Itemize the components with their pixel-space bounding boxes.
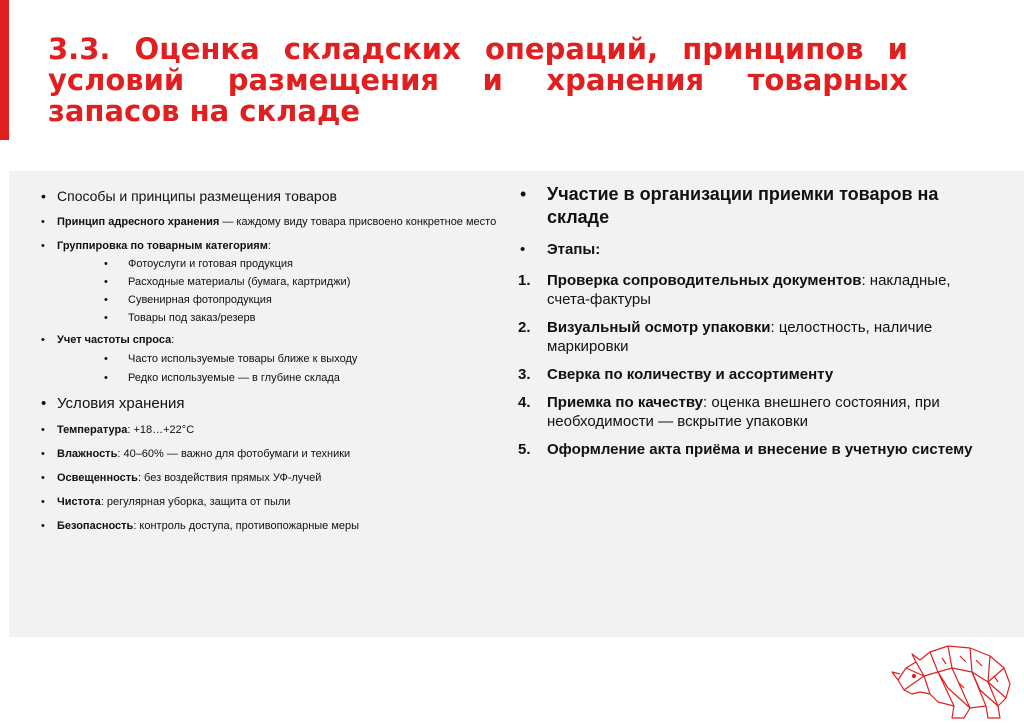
- stages-label: • Этапы:: [520, 241, 601, 258]
- bullet-icon: •: [41, 448, 45, 460]
- left-column: [41, 183, 507, 533]
- list-item-demand-frequency: • Учет частоты спроса:: [41, 334, 175, 346]
- bullet-icon: •: [41, 496, 45, 508]
- bullet-icon: •: [104, 276, 108, 288]
- bullet-icon: •: [104, 353, 108, 365]
- sub-item-frequency: • Редко используемые — в глубине склада: [104, 372, 340, 384]
- bullet-icon: •: [520, 241, 526, 258]
- title-line-2: условий размещения и хранения товарных: [48, 63, 908, 97]
- condition-item: • Чистота: регулярная уборка, защита от пыли: [41, 496, 291, 508]
- acceptance-step: 1. Проверка сопроводительных документов: накладные, счета-фактуры: [518, 272, 951, 308]
- bullet-icon: •: [104, 312, 108, 324]
- bullet-icon: •: [41, 472, 45, 484]
- page-title: [48, 34, 908, 127]
- bullet-icon: •: [41, 395, 47, 412]
- acceptance-step: 5. Оформление акта приёма и внесение в учетную систему: [518, 441, 973, 458]
- title-line-1: 3.3. Оценка складских операций, принципов и: [48, 32, 908, 66]
- bullet-icon: •: [104, 258, 108, 270]
- bullet-icon: •: [104, 372, 108, 384]
- bullet-icon: •: [41, 520, 45, 532]
- sub-item-frequency: • Часто используемые товары ближе к выходу: [104, 353, 358, 365]
- bullet-icon: •: [41, 216, 45, 228]
- bullet-icon: •: [41, 424, 45, 436]
- accent-bar: [0, 0, 9, 140]
- acceptance-step: 2. Визуальный осмотр упаковки: целостность, наличие маркировки: [518, 319, 933, 355]
- storage-conditions-heading: • Условия хранения: [41, 395, 185, 412]
- sub-item-category: • Расходные материалы (бумага, картриджи): [104, 276, 351, 288]
- sub-item-category: • Товары под заказ/резерв: [104, 312, 256, 324]
- acceptance-step: 4. Приемка по качеству: оценка внешнего состояния, при необходимости — вскрытие упаковки: [518, 394, 940, 430]
- bullet-icon: •: [104, 294, 108, 306]
- sub-item-category: • Фотоуслуги и готовая продукция: [104, 258, 293, 270]
- list-item-address-storage: • Принцип адресного хранения — каждому виду товара присвоено конкретное место: [41, 216, 497, 228]
- bullet-icon: •: [41, 188, 46, 204]
- bullet-icon: •: [41, 240, 45, 252]
- acceptance-step: 3. Сверка по количеству и ассортименту: [518, 366, 834, 383]
- bullet-icon: •: [41, 334, 45, 346]
- storage-methods-heading: • Способы и принципы размещения товаров: [41, 188, 337, 204]
- rhino-logo-icon: [890, 632, 1015, 720]
- sub-item-category: • Сувенирная фотопродукция: [104, 294, 272, 306]
- bullet-icon: •: [520, 184, 527, 204]
- condition-item: • Температура: +18…+22°C: [41, 424, 195, 436]
- condition-item: • Безопасность: контроль доступа, противопожарные меры: [41, 520, 360, 532]
- condition-item: • Влажность: 40–60% — важно для фотобумаги и техники: [41, 448, 351, 460]
- right-column: [518, 183, 988, 459]
- acceptance-heading: • Участие в организации приемки товаров на складе: [520, 184, 939, 227]
- title-line-3: запасов на складе: [48, 94, 361, 128]
- list-item-grouping: • Группировка по товарным категориям:: [41, 240, 271, 252]
- condition-item: • Освещенность: без воздействия прямых УФ-лучей: [41, 472, 322, 484]
